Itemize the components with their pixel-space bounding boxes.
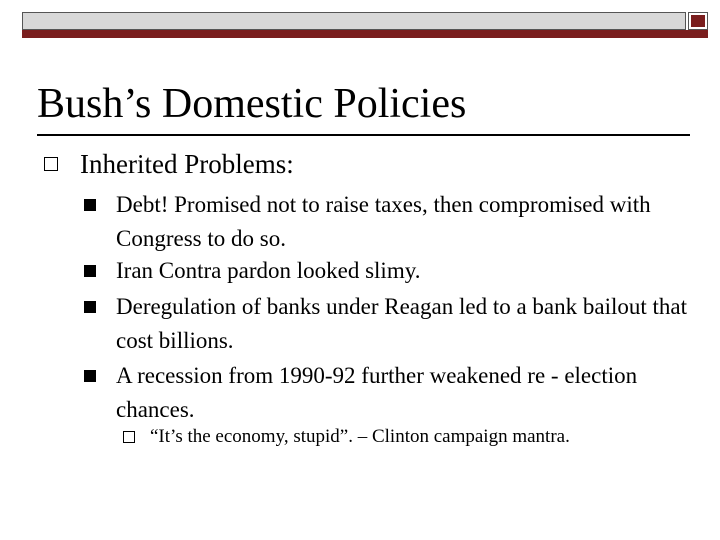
sub-bullet-debt: Debt! Promised not to raise taxes, then compromised with Congress to do so. — [116, 192, 651, 251]
filled-square-bullet-icon — [84, 265, 96, 277]
filled-square-bullet-icon — [84, 199, 96, 211]
hollow-square-bullet-icon — [44, 157, 58, 171]
sub-bullet-iran-contra: Iran Contra pardon looked slimy. — [116, 258, 421, 283]
title-divider — [37, 134, 690, 136]
slide-title: Bush’s Domestic Policies — [37, 81, 467, 127]
filled-square-bullet-icon — [84, 370, 96, 382]
sub-bullet-deregulation: Deregulation of banks under Reagan led to a bank bailout that cost billions. — [116, 294, 687, 353]
hollow-square-bullet-icon — [123, 431, 135, 443]
sub-bullet-recession: A recession from 1990-92 further weakened re - election chances. — [116, 363, 638, 422]
header-gray-bar — [22, 12, 686, 30]
quote-clinton-mantra: “It’s the economy, stupid”. – Clinton campaign mantra. — [150, 426, 570, 447]
corner-box-fill — [691, 15, 705, 27]
header-accent-stripe — [22, 30, 708, 38]
header-corner-box — [688, 12, 708, 30]
filled-square-bullet-icon — [84, 301, 96, 313]
main-bullet-text: Inherited Problems: — [80, 149, 294, 179]
